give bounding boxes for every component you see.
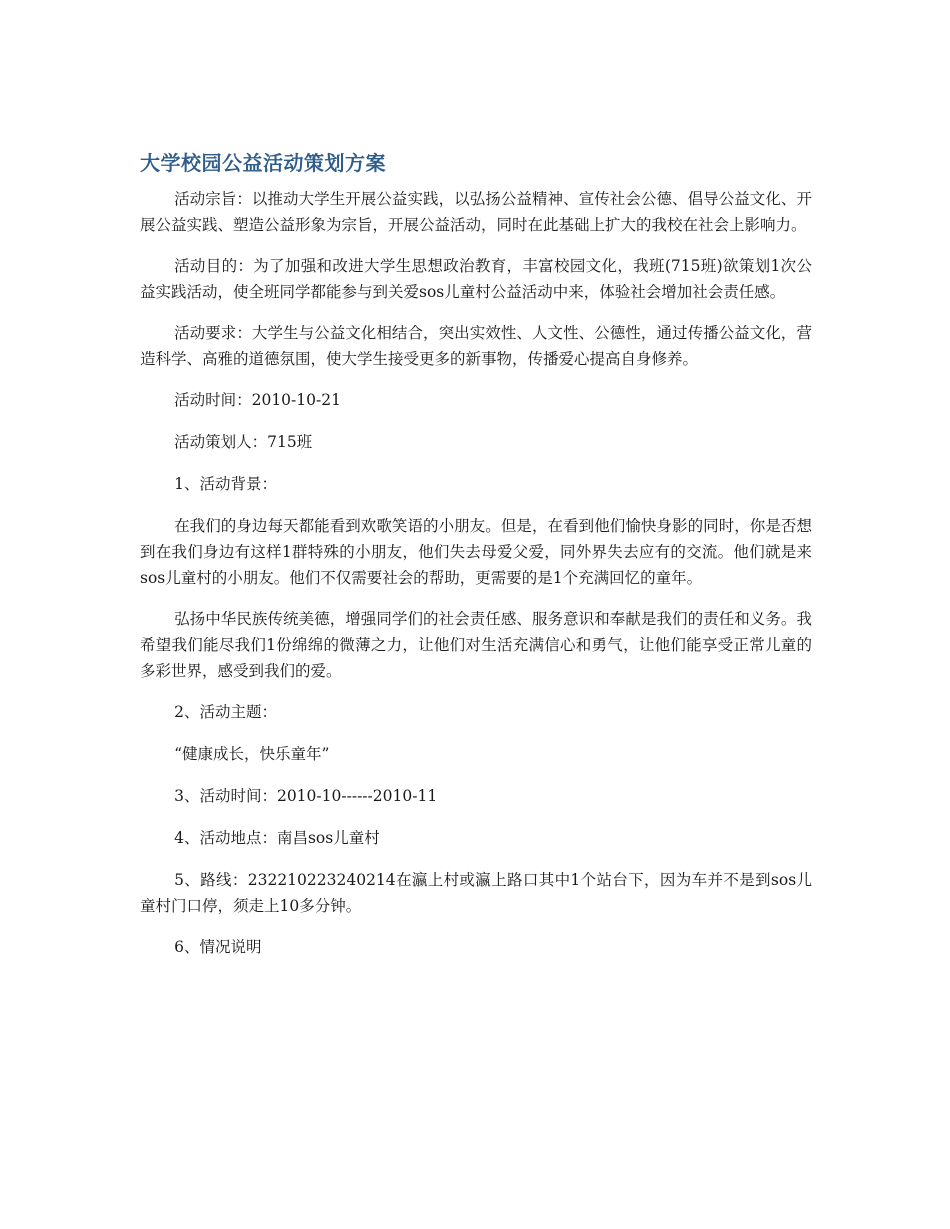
paragraph-background-1: 在我们的身边每天都能看到欢歌笑语的小朋友。但是，在看到他们愉快身影的同时，你是否想到在我们身边有这样1群特殊的小朋友，他们失去母爱父爱，同外界失去应有的交流。他们就是来sos儿童村的小朋友。他们不仅需要社会的帮助，更需要的是1个充满回忆的童年。 (140, 517, 812, 587)
section-heading-theme: 2、活动主题： (174, 703, 277, 721)
paragraph-route: 5、路线：232210223240214在瀛上村或瀛上路口其中1个站台下，因为车并不是到sos儿童村门口停，须走上10多分钟。 (140, 871, 812, 915)
paragraph-location: 4、活动地点：南昌sos儿童村 (174, 829, 380, 847)
section-heading-background: 1、活动背景： (174, 475, 277, 493)
paragraph-date: 活动时间：2010-10-21 (174, 391, 341, 409)
document-title: 大学校园公益活动策划方案 (140, 151, 386, 175)
paragraph-requirements: 活动要求：大学生与公益文化相结合，突出实效性、人文性、公德性，通过传播公益文化，营造科学、高雅的道德氛围，使大学生接受更多的新事物，传播爱心提高自身修养。 (140, 324, 812, 368)
paragraph-background-2: 弘扬中华民族传统美德，增强同学们的社会责任感、服务意识和奉献是我们的责任和义务。我希望我们能尽我们1份绵绵的微薄之力，让他们对生活充满信心和勇气，让他们能享受正常儿童的多彩世界，感受到我们的爱。 (140, 610, 812, 680)
paragraph-theme: “健康成长，快乐童年” (174, 745, 330, 763)
paragraph-activity-time: 3、活动时间：2010-10------2010-11 (174, 787, 438, 805)
paragraph-goal: 活动目的：为了加强和改进大学生思想政治教育，丰富校园文化，我班(715班)欲策划1次公益实践活动，使全班同学都能参与到关爱sos儿童村公益活动中来，体验社会增加社会责任感。 (140, 257, 812, 301)
section-heading-notes: 6、情况说明 (174, 938, 262, 956)
paragraph-planner: 活动策划人：715班 (174, 433, 313, 451)
document-page (140, 148, 812, 976)
paragraph-purpose: 活动宗旨：以推动大学生开展公益实践，以弘扬公益精神、宣传社会公德、倡导公益文化、开展公益实践、塑造公益形象为宗旨，开展公益活动，同时在此基础上扩大的我校在社会上影响力。 (140, 190, 812, 234)
